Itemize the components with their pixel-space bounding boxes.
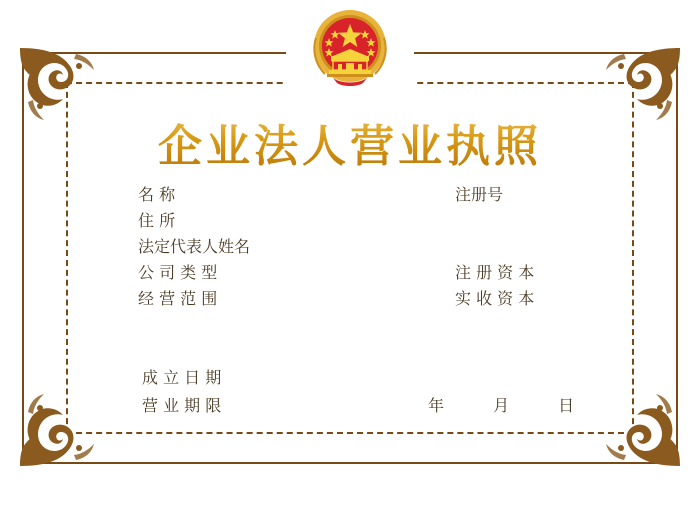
field-label-address: 住 所 bbox=[138, 211, 176, 230]
field-label-block bbox=[0, 182, 700, 312]
field-label-establishment-date: 成 立 日 期 bbox=[142, 368, 222, 387]
field-row bbox=[0, 260, 700, 286]
field-label-legal-representative: 法定代表人姓名 bbox=[138, 237, 251, 256]
footer-row bbox=[0, 393, 700, 421]
field-label-registration-no: 注册号 bbox=[455, 185, 504, 204]
field-row bbox=[0, 208, 700, 234]
field-row bbox=[0, 182, 700, 208]
page-title: 企业法人营业执照 bbox=[0, 110, 700, 174]
national-emblem-icon bbox=[303, 4, 397, 98]
field-label-name: 名 称 bbox=[138, 185, 176, 204]
field-label-business-scope: 经 营 范 围 bbox=[138, 289, 218, 308]
field-label-registered-capital: 注 册 资 本 bbox=[455, 263, 535, 282]
field-row bbox=[0, 286, 700, 312]
field-row bbox=[0, 234, 700, 260]
field-label-paid-in-capital: 实 收 资 本 bbox=[455, 289, 535, 308]
business-term-date-value: 年 月 日 bbox=[428, 396, 597, 415]
field-label-business-term: 营 业 期 限 bbox=[142, 396, 222, 415]
field-label-company-type: 公 司 类 型 bbox=[138, 263, 218, 282]
footer-row bbox=[0, 365, 700, 393]
footer-label-block bbox=[0, 365, 700, 421]
